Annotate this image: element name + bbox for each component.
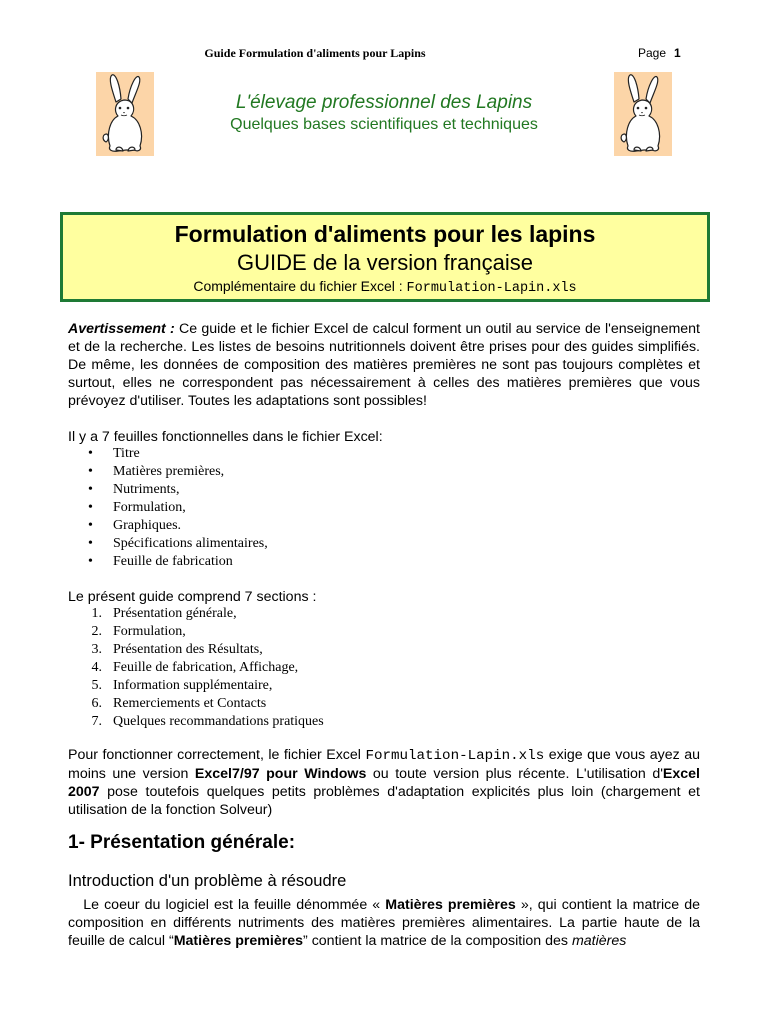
guide-subtitle: GUIDE de la version française (237, 250, 533, 275)
compatibility-paragraph: Pour fonctionner correctement, le fichier Excel Formulation-Lapin.xls exige que vous ayez au moins une version Excel7/97 pour Windows ou toute version plus récente. L'utilisation d'Excel 2007 pose toutefois quelques petits problèmes d'adaptation explicités plus loin (chargement et utilisation de la fonction Solveur) (68, 747, 700, 818)
warning-paragraph (68, 320, 700, 410)
subsection-heading: Introduction d'un problème à résoudre (68, 872, 347, 890)
running-title: Guide Formulation d'aliments pour Lapins (204, 46, 426, 60)
page-number: 1 (674, 46, 681, 60)
list-item: 6. Remerciements et Contacts (91, 696, 267, 711)
intro-paragraph: Le coeur du logiciel est la feuille dénommée « Matières premières », qui contient la matrice de composition en différents nutriments des matières premières alimentaires. La partie haute de la feuille de calcul “Matières premières” contient la matrice de la composition des matières (68, 897, 701, 949)
excel-version: Excel7/97 pour Windows (194, 766, 367, 782)
list-item: • Feuille de fabrication (88, 554, 233, 569)
sheets-intro: Il y a 7 feuilles fonctionnelles dans le fichier Excel: (68, 429, 383, 445)
rabbit-icon (614, 72, 672, 156)
document-title: Formulation d'aliments pour les lapins (174, 221, 596, 247)
list-item: 7. Quelques recommandations pratiques (91, 714, 324, 729)
rabbit-image-right (614, 72, 672, 156)
list-item: • Graphiques. (88, 518, 182, 533)
list-item: • Spécifications alimentaires, (88, 536, 268, 551)
excel-2007: Excel 2007 (68, 766, 700, 800)
sections-list (88, 605, 324, 731)
list-item: • Nutriments, (88, 482, 180, 497)
list-item: 2. Formulation, (91, 624, 186, 639)
sheets-list (88, 445, 268, 571)
list-item: • Titre (88, 446, 140, 461)
list-item: • Matières premières, (88, 464, 225, 479)
excel-filename: Formulation-Lapin.xls (406, 281, 577, 296)
page-number-label (638, 46, 681, 60)
excel-filename: Formulation-Lapin.xls (365, 748, 545, 764)
section-heading: 1- Présentation générale: (68, 832, 296, 853)
list-item: 4. Feuille de fabrication, Affichage, (91, 660, 299, 675)
header-title: L'élevage professionnel des Lapins (235, 92, 533, 113)
list-item: 5. Information supplémentaire, (91, 678, 273, 693)
page-word: Page (638, 46, 667, 60)
rabbit-image-left (96, 72, 154, 156)
title-box (60, 212, 710, 302)
complement-prefix: Complémentaire du fichier Excel : (193, 278, 407, 294)
list-item: • Formulation, (88, 500, 186, 515)
warning-text: Ce guide et le fichier Excel de calcul forment un outil au service de l'enseignement et de la recherche. Les listes de besoins nutritionnels doivent être prises pour des guides simplifiés. De même, les données de composition des matières premières ne sont pas toujours complètes et surtout, elles ne correspondent pas nécessairement à celles des matières premières que vous prévoyez d'utiliser. Toutes les adaptations sont possibles! (68, 321, 700, 409)
list-item: 1. Présentation générale, (91, 606, 237, 621)
rabbit-icon (96, 72, 154, 156)
complement-line (63, 278, 707, 296)
sections-intro: Le présent guide comprend 7 sections : (68, 589, 317, 605)
header-subtitle: Quelques bases scientifiques et techniques (230, 116, 538, 133)
list-item: 3. Présentation des Résultats, (91, 642, 263, 657)
warning-label: Avertissement : (68, 321, 175, 337)
